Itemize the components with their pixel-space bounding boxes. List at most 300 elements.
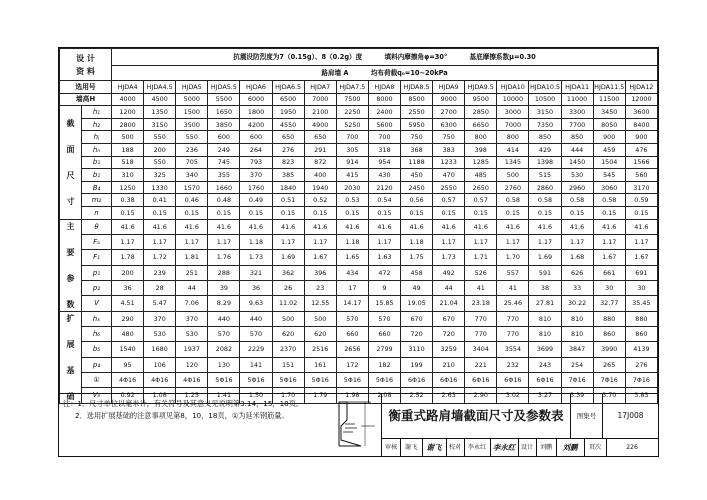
- value-cell: 1250: [112, 181, 144, 194]
- model-cell: HJDA7.5: [336, 81, 368, 94]
- value-cell: 1.18: [240, 234, 272, 249]
- value-cell: 0.58: [561, 194, 593, 207]
- height-cell: 7000: [304, 93, 336, 106]
- value-cell: 5Φ16: [208, 372, 240, 387]
- value-cell: 415: [336, 169, 368, 182]
- value-cell: 434: [336, 265, 368, 280]
- value-cell: 880: [593, 311, 625, 326]
- check-label: 校对: [448, 444, 462, 451]
- value-cell: 720: [433, 326, 465, 341]
- signature-row: [381, 438, 658, 457]
- table-row: [60, 296, 658, 311]
- value-cell: 6Φ16: [497, 372, 529, 387]
- value-cell: 5Φ16: [272, 372, 304, 387]
- value-cell: 800: [465, 131, 497, 144]
- value-cell: 265: [593, 357, 625, 372]
- value-cell: 0.54: [368, 194, 400, 207]
- value-cell: 30.22: [561, 296, 593, 311]
- value-cell: 770: [497, 311, 529, 326]
- table-row: [60, 280, 658, 295]
- value-cell: 2516: [304, 342, 336, 357]
- drawing-title: 衡重式路肩墙截面尺寸及参数表: [381, 394, 571, 438]
- value-cell: 1.98: [336, 388, 368, 403]
- value-cell: 182: [368, 357, 400, 372]
- height-cell: 10000: [497, 93, 529, 106]
- model-cell: HJDA8.5: [401, 81, 433, 94]
- height-cell: 10500: [529, 93, 561, 106]
- value-cell: 0.15: [593, 206, 625, 219]
- value-cell: 1.08: [144, 388, 176, 403]
- value-cell: 5Φ16: [240, 372, 272, 387]
- value-cell: 1345: [497, 156, 529, 169]
- value-cell: 2100: [304, 106, 336, 119]
- value-cell: 398: [465, 143, 497, 156]
- value-cell: 1.18: [401, 234, 433, 249]
- model-cell: HJDA9: [433, 81, 465, 94]
- value-cell: 232: [497, 357, 529, 372]
- value-cell: 0.56: [401, 194, 433, 207]
- page-label: 页次: [588, 444, 602, 451]
- value-cell: 470: [433, 169, 465, 182]
- value-cell: 550: [144, 131, 176, 144]
- value-cell: 1.68: [561, 250, 593, 265]
- value-cell: 41.6: [240, 219, 272, 234]
- model-cell: HJDA11: [561, 81, 593, 94]
- value-cell: 2800: [112, 118, 144, 131]
- value-cell: 3000: [497, 106, 529, 119]
- model-cell: HJDA4.5: [144, 81, 176, 94]
- value-cell: 1.17: [112, 234, 144, 249]
- table-row: [60, 169, 658, 182]
- value-cell: 2550: [401, 106, 433, 119]
- value-cell: 2960: [561, 181, 593, 194]
- value-cell: 626: [561, 265, 593, 280]
- height-cell: 12000: [625, 93, 657, 106]
- value-cell: 476: [625, 143, 657, 156]
- value-cell: 310: [112, 169, 144, 182]
- value-cell: 172: [336, 357, 368, 372]
- value-cell: 38: [529, 280, 561, 295]
- value-cell: 17: [336, 280, 368, 295]
- value-cell: 0.57: [433, 194, 465, 207]
- model-cell: HJDA9.5: [465, 81, 497, 94]
- value-cell: 770: [465, 311, 497, 326]
- value-cell: 0.15: [272, 206, 304, 219]
- value-cell: 900: [625, 131, 657, 144]
- value-cell: 0.92: [112, 388, 144, 403]
- value-cell: 276: [272, 143, 304, 156]
- value-cell: 745: [208, 156, 240, 169]
- value-cell: 33: [561, 280, 593, 295]
- friction-angle: 填料内摩擦角φ=30°: [384, 53, 448, 61]
- value-cell: 0.38: [112, 194, 144, 207]
- value-cell: 2400: [368, 106, 400, 119]
- value-cell: 1188: [401, 156, 433, 169]
- value-cell: 0.58: [593, 194, 625, 207]
- value-cell: 200: [112, 265, 144, 280]
- note-line-1: 注：1．尺寸单位以毫米计，有关符号及其意义见说明第3.14，15，18页。: [63, 399, 304, 408]
- height-cell: 6500: [272, 93, 304, 106]
- value-cell: 1.17: [368, 234, 400, 249]
- value-cell: 4Φ16: [176, 372, 208, 387]
- value-cell: 3.02: [497, 388, 529, 403]
- value-cell: 545: [593, 169, 625, 182]
- value-cell: 0.15: [529, 206, 561, 219]
- value-cell: 15.85: [368, 296, 400, 311]
- value-cell: 370: [240, 169, 272, 182]
- value-cell: 41.6: [272, 219, 304, 234]
- value-cell: 41.6: [593, 219, 625, 234]
- value-cell: 7000: [497, 118, 529, 131]
- value-cell: 0.15: [497, 206, 529, 219]
- value-cell: 23.18: [465, 296, 497, 311]
- value-cell: 3.70: [593, 388, 625, 403]
- model-cell: HJDA4: [112, 81, 144, 94]
- model-cell: HJDA6.5: [272, 81, 304, 94]
- value-cell: 8400: [625, 118, 657, 131]
- row-symbol: m₂: [82, 194, 112, 207]
- row-symbol: V: [82, 296, 112, 311]
- value-cell: 0.15: [144, 206, 176, 219]
- drawing-sheet: [58, 47, 659, 457]
- value-cell: 385: [272, 169, 304, 182]
- value-cell: 1233: [433, 156, 465, 169]
- value-cell: 276: [625, 357, 657, 372]
- value-cell: 1.78: [112, 250, 144, 265]
- value-cell: 7Φ16: [593, 372, 625, 387]
- value-cell: 570: [368, 311, 400, 326]
- model-cell: HJDA6: [240, 81, 272, 94]
- value-cell: 2250: [336, 106, 368, 119]
- value-cell: 41.6: [368, 219, 400, 234]
- value-cell: 430: [368, 169, 400, 182]
- value-cell: 670: [401, 311, 433, 326]
- value-cell: 1.17: [625, 234, 657, 249]
- parameter-table: [59, 48, 658, 404]
- table-row: [60, 194, 658, 207]
- value-cell: 1.75: [401, 250, 433, 265]
- value-cell: 1500: [176, 106, 208, 119]
- row-symbol: B₄: [82, 181, 112, 194]
- value-cell: 41.6: [401, 219, 433, 234]
- value-cell: 370: [144, 311, 176, 326]
- value-cell: 1.17: [176, 234, 208, 249]
- row-symbol: b₁: [82, 156, 112, 169]
- value-cell: 151: [272, 357, 304, 372]
- row-symbol: b₁: [82, 169, 112, 182]
- height-row: [60, 93, 658, 106]
- value-cell: 850: [529, 131, 561, 144]
- value-cell: 3300: [561, 106, 593, 119]
- value-cell: 1.67: [625, 250, 657, 265]
- value-cell: 1760: [240, 181, 272, 194]
- value-cell: 1450: [561, 156, 593, 169]
- value-cell: 414: [497, 143, 529, 156]
- value-cell: 30: [593, 280, 625, 295]
- value-cell: 620: [304, 326, 336, 341]
- value-cell: 26: [272, 280, 304, 295]
- value-cell: 860: [593, 326, 625, 341]
- value-cell: 1200: [112, 106, 144, 119]
- value-cell: 41.6: [112, 219, 144, 234]
- value-cell: 11.02: [272, 296, 304, 311]
- table-row: [60, 131, 658, 144]
- value-cell: 9: [368, 280, 400, 295]
- value-cell: 500: [112, 131, 144, 144]
- height-cell: 11500: [593, 93, 625, 106]
- value-cell: 570: [336, 311, 368, 326]
- value-cell: 1.69: [272, 250, 304, 265]
- value-cell: 1.17: [433, 234, 465, 249]
- value-cell: 6Φ16: [529, 372, 561, 387]
- value-cell: 3150: [144, 118, 176, 131]
- value-cell: 2370: [272, 342, 304, 357]
- height-cell: 11000: [561, 93, 593, 106]
- value-cell: 1.71: [465, 250, 497, 265]
- review-name: 谢飞: [404, 444, 418, 451]
- value-cell: 492: [433, 265, 465, 280]
- value-cell: 530: [176, 326, 208, 341]
- table-row: [60, 181, 658, 194]
- table-row: [60, 143, 658, 156]
- table-row: [60, 357, 658, 372]
- value-cell: 3.83: [625, 388, 657, 403]
- value-cell: 4Φ16: [112, 372, 144, 387]
- row-symbol: Vₑ: [82, 388, 112, 403]
- value-cell: 1940: [304, 181, 336, 194]
- value-cell: 2760: [497, 181, 529, 194]
- value-cell: 1660: [208, 181, 240, 194]
- value-cell: 106: [144, 357, 176, 372]
- header-row-2: [60, 66, 658, 81]
- value-cell: 2650: [465, 181, 497, 194]
- value-cell: 6Φ16: [401, 372, 433, 387]
- value-cell: 557: [497, 265, 529, 280]
- value-cell: 810: [561, 311, 593, 326]
- value-cell: 3847: [561, 342, 593, 357]
- value-cell: 515: [529, 169, 561, 182]
- value-cell: 14.17: [336, 296, 368, 311]
- value-cell: 1950: [272, 106, 304, 119]
- value-cell: 1.79: [304, 388, 336, 403]
- model-cell: HJDA7: [304, 81, 336, 94]
- bottom-strip: [59, 393, 658, 457]
- value-cell: 530: [561, 169, 593, 182]
- design-material-label: [60, 49, 112, 81]
- value-cell: 850: [561, 131, 593, 144]
- value-cell: 0.15: [561, 206, 593, 219]
- value-cell: 570: [208, 326, 240, 341]
- value-cell: 243: [529, 357, 561, 372]
- row-symbol: hₓ: [82, 311, 112, 326]
- section-label: 扩 展 基 础: [60, 311, 82, 403]
- row-symbol: h₂: [82, 118, 112, 131]
- value-cell: 210: [433, 357, 465, 372]
- value-cell: 6650: [465, 118, 497, 131]
- value-cell: 4Φ16: [144, 372, 176, 387]
- wall-section-icon: [331, 396, 381, 454]
- value-cell: 41.6: [208, 219, 240, 234]
- value-cell: 36: [240, 280, 272, 295]
- value-cell: 41: [465, 280, 497, 295]
- value-cell: 661: [593, 265, 625, 280]
- value-cell: 0.59: [625, 194, 657, 207]
- height-cell: 9500: [465, 93, 497, 106]
- value-cell: 3554: [497, 342, 529, 357]
- value-cell: 705: [176, 156, 208, 169]
- value-cell: 0.57: [465, 194, 497, 207]
- value-cell: 3500: [176, 118, 208, 131]
- value-cell: 36: [112, 280, 144, 295]
- value-cell: 3170: [625, 181, 657, 194]
- row-symbol: F₁: [82, 250, 112, 265]
- value-cell: 41.6: [465, 219, 497, 234]
- table-row: [60, 250, 658, 265]
- section-label: 主 要 参 数: [60, 219, 82, 311]
- value-cell: 500: [497, 169, 529, 182]
- value-cell: 141: [240, 357, 272, 372]
- value-cell: 1.17: [144, 234, 176, 249]
- value-cell: 321: [240, 265, 272, 280]
- value-cell: 30: [625, 280, 657, 295]
- value-cell: 41.6: [144, 219, 176, 234]
- wall-load-conditions: [112, 66, 658, 81]
- value-cell: 383: [433, 143, 465, 156]
- row-symbol: p₄: [82, 357, 112, 372]
- value-cell: 1330: [144, 181, 176, 194]
- value-cell: 8.29: [208, 296, 240, 311]
- value-cell: 355: [208, 169, 240, 182]
- value-cell: 660: [336, 326, 368, 341]
- value-cell: 1.17: [497, 234, 529, 249]
- value-cell: 9.63: [240, 296, 272, 311]
- table-row: [60, 118, 658, 131]
- seismic-condition: 抗震设防烈度为7（0.15g）、8（0.2g）度: [233, 53, 363, 61]
- value-cell: 691: [625, 265, 657, 280]
- value-cell: 1.73: [240, 250, 272, 265]
- value-cell: 325: [144, 169, 176, 182]
- value-cell: 900: [593, 131, 625, 144]
- value-cell: 4200: [240, 118, 272, 131]
- value-cell: 3990: [593, 342, 625, 357]
- material-label: 资 料: [76, 66, 95, 76]
- value-cell: 368: [401, 143, 433, 156]
- value-cell: 7350: [529, 118, 561, 131]
- value-cell: 5600: [368, 118, 400, 131]
- row-symbol: b₅: [82, 342, 112, 357]
- value-cell: 249: [208, 143, 240, 156]
- notes: [63, 398, 333, 422]
- value-cell: 41.6: [433, 219, 465, 234]
- value-cell: 0.52: [304, 194, 336, 207]
- value-cell: 0.15: [368, 206, 400, 219]
- value-cell: 161: [304, 357, 336, 372]
- value-cell: 650: [304, 131, 336, 144]
- value-cell: 3259: [433, 342, 465, 357]
- row-symbol: θ: [82, 219, 112, 234]
- model-cell: HJDA10.5: [529, 81, 561, 94]
- value-cell: 291: [304, 143, 336, 156]
- value-cell: 600: [240, 131, 272, 144]
- value-cell: 480: [112, 326, 144, 341]
- value-cell: 27.81: [529, 296, 561, 311]
- page-number: 226: [626, 444, 638, 451]
- value-cell: 7.06: [176, 296, 208, 311]
- value-cell: 188: [112, 143, 144, 156]
- value-cell: 1540: [112, 342, 144, 357]
- value-cell: 290: [112, 311, 144, 326]
- value-cell: 5250: [336, 118, 368, 131]
- value-cell: 500: [304, 311, 336, 326]
- value-cell: 288: [208, 265, 240, 280]
- value-cell: 620: [272, 326, 304, 341]
- value-cell: 3450: [593, 106, 625, 119]
- value-cell: 130: [208, 357, 240, 372]
- value-cell: 3850: [208, 118, 240, 131]
- value-cell: 1.67: [304, 250, 336, 265]
- model-cell: HJDA8: [368, 81, 400, 94]
- check-signature: 李永红: [492, 443, 516, 452]
- value-cell: 1.70: [497, 250, 529, 265]
- value-cell: 7Φ16: [561, 372, 593, 387]
- value-cell: 1937: [176, 342, 208, 357]
- table-row: [60, 326, 658, 341]
- value-cell: 0.51: [272, 194, 304, 207]
- base-friction: 基底摩擦系数μ=0.30: [469, 53, 536, 61]
- height-cell: 8500: [401, 93, 433, 106]
- value-cell: 0.15: [208, 206, 240, 219]
- height-cell: 6000: [240, 93, 272, 106]
- value-cell: 41.6: [336, 219, 368, 234]
- value-cell: 570: [240, 326, 272, 341]
- row-symbol: Fₐ: [82, 234, 112, 249]
- value-cell: 1.17: [529, 234, 561, 249]
- value-cell: 2850: [465, 106, 497, 119]
- value-cell: 954: [368, 156, 400, 169]
- value-cell: 1.18: [336, 234, 368, 249]
- value-cell: 1800: [240, 106, 272, 119]
- value-cell: 236: [176, 143, 208, 156]
- value-cell: 600: [208, 131, 240, 144]
- table-row: [60, 311, 658, 326]
- value-cell: 1.17: [272, 234, 304, 249]
- design-label: 设 计: [76, 53, 95, 63]
- height-cell: 4500: [144, 93, 176, 106]
- value-cell: 450: [401, 169, 433, 182]
- value-cell: 7700: [561, 118, 593, 131]
- height-cell: 7500: [336, 93, 368, 106]
- value-cell: 0.46: [176, 194, 208, 207]
- value-cell: 860: [625, 326, 657, 341]
- value-cell: 0.15: [336, 206, 368, 219]
- value-cell: 872: [304, 156, 336, 169]
- value-cell: 340: [176, 169, 208, 182]
- value-cell: 6Φ16: [465, 372, 497, 387]
- table-row: [60, 156, 658, 169]
- value-cell: 3.27: [529, 388, 561, 403]
- value-cell: 254: [561, 357, 593, 372]
- value-cell: 3.39: [561, 388, 593, 403]
- value-cell: 472: [368, 265, 400, 280]
- value-cell: 1.70: [272, 388, 304, 403]
- value-cell: 39: [208, 280, 240, 295]
- value-cell: 23: [304, 280, 336, 295]
- table-row: [60, 342, 658, 357]
- review-label: 审核: [384, 444, 398, 451]
- table-row: [60, 106, 658, 119]
- value-cell: 1.76: [208, 250, 240, 265]
- value-cell: 5Φ16: [336, 372, 368, 387]
